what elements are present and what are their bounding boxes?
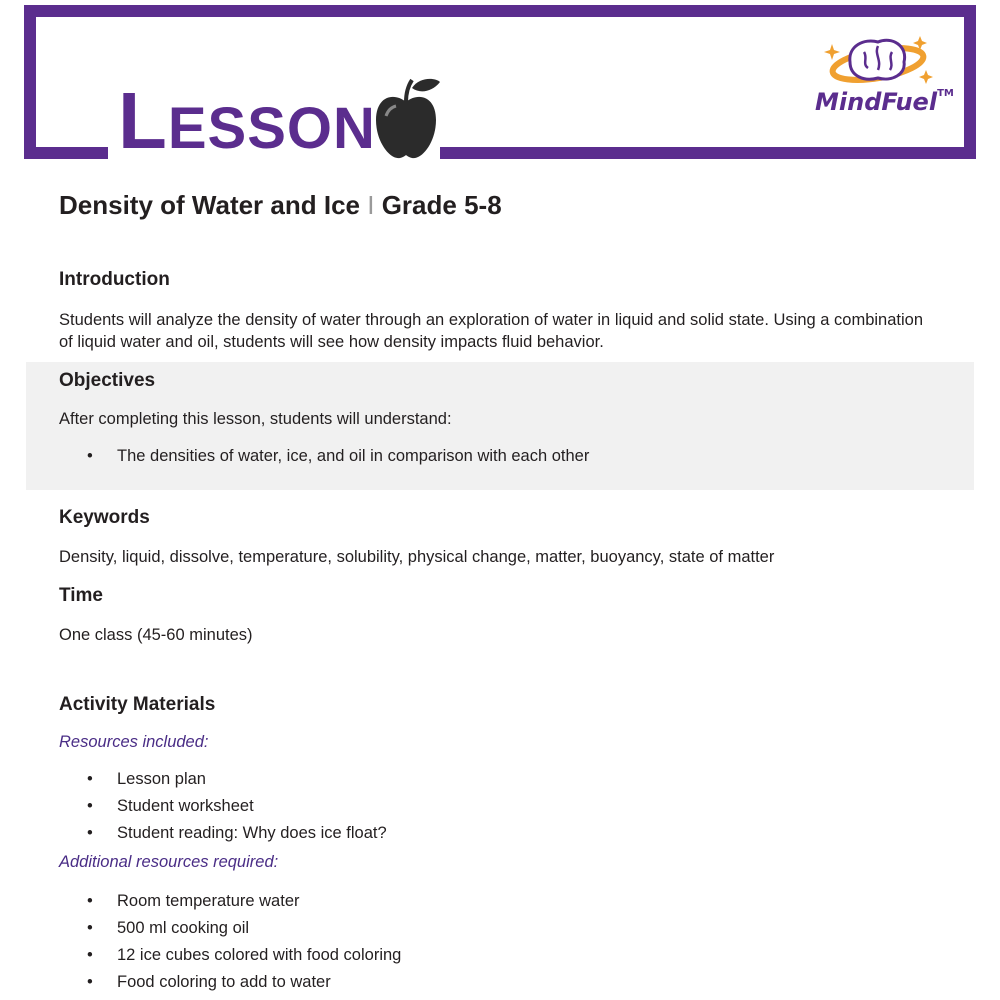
logo-trademark: TM	[937, 88, 954, 99]
brain-planet-icon	[808, 32, 948, 132]
header-frame-top	[24, 5, 976, 17]
objectives-heading: Objectives	[59, 370, 156, 391]
lesson-cap: L	[118, 76, 168, 165]
resources-required-list	[59, 888, 401, 996]
keywords-heading: Keywords	[59, 507, 150, 528]
list-item: • Lesson plan	[87, 770, 206, 788]
introduction-heading: Introduction	[59, 269, 170, 290]
lesson-heading	[118, 76, 376, 166]
resources-required-label: Additional resources required:	[59, 853, 279, 871]
header-frame-right	[964, 5, 976, 159]
introduction-text: Students will analyze the density of water through an exploration of water in liquid and solid state. Using a combination of liquid water and oil, students will see how density impacts fluid behavior.	[59, 311, 924, 351]
header-frame-left	[24, 5, 36, 159]
lesson-rest: ESSON	[167, 96, 376, 161]
title-main: Density of Water and Ice	[59, 190, 360, 220]
list-item: • Food coloring to add to water	[87, 973, 331, 991]
list-item: • The densities of water, ice, and oil in comparison with each other	[87, 447, 590, 465]
objectives-lead: After completing this lesson, students will understand:	[59, 410, 452, 428]
logo-text: MindFuel™	[815, 88, 954, 116]
list-item: • Room temperature water	[87, 892, 300, 910]
list-item: • Student worksheet	[87, 797, 254, 815]
title-grade: Grade 5-8	[381, 190, 502, 220]
page-title	[59, 190, 502, 221]
objectives-list	[59, 443, 589, 470]
time-text: One class (45-60 minutes)	[59, 626, 253, 644]
title-separator: I	[367, 190, 375, 220]
materials-heading: Activity Materials	[59, 694, 216, 715]
list-item: • 12 ice cubes colored with food coloring	[87, 946, 402, 964]
header-frame-bottom-left	[24, 147, 108, 159]
apple-icon	[370, 72, 442, 162]
resources-included-list	[59, 766, 387, 847]
resources-included-label: Resources included:	[59, 733, 209, 751]
keywords-text: Density, liquid, dissolve, temperature, solubility, physical change, matter, buoyancy, state of matter	[59, 548, 775, 566]
list-item: • Student reading: Why does ice float?	[87, 824, 387, 842]
time-heading: Time	[59, 585, 104, 606]
list-item: • 500 ml cooking oil	[87, 919, 250, 937]
header-frame-bottom-right	[440, 147, 976, 159]
